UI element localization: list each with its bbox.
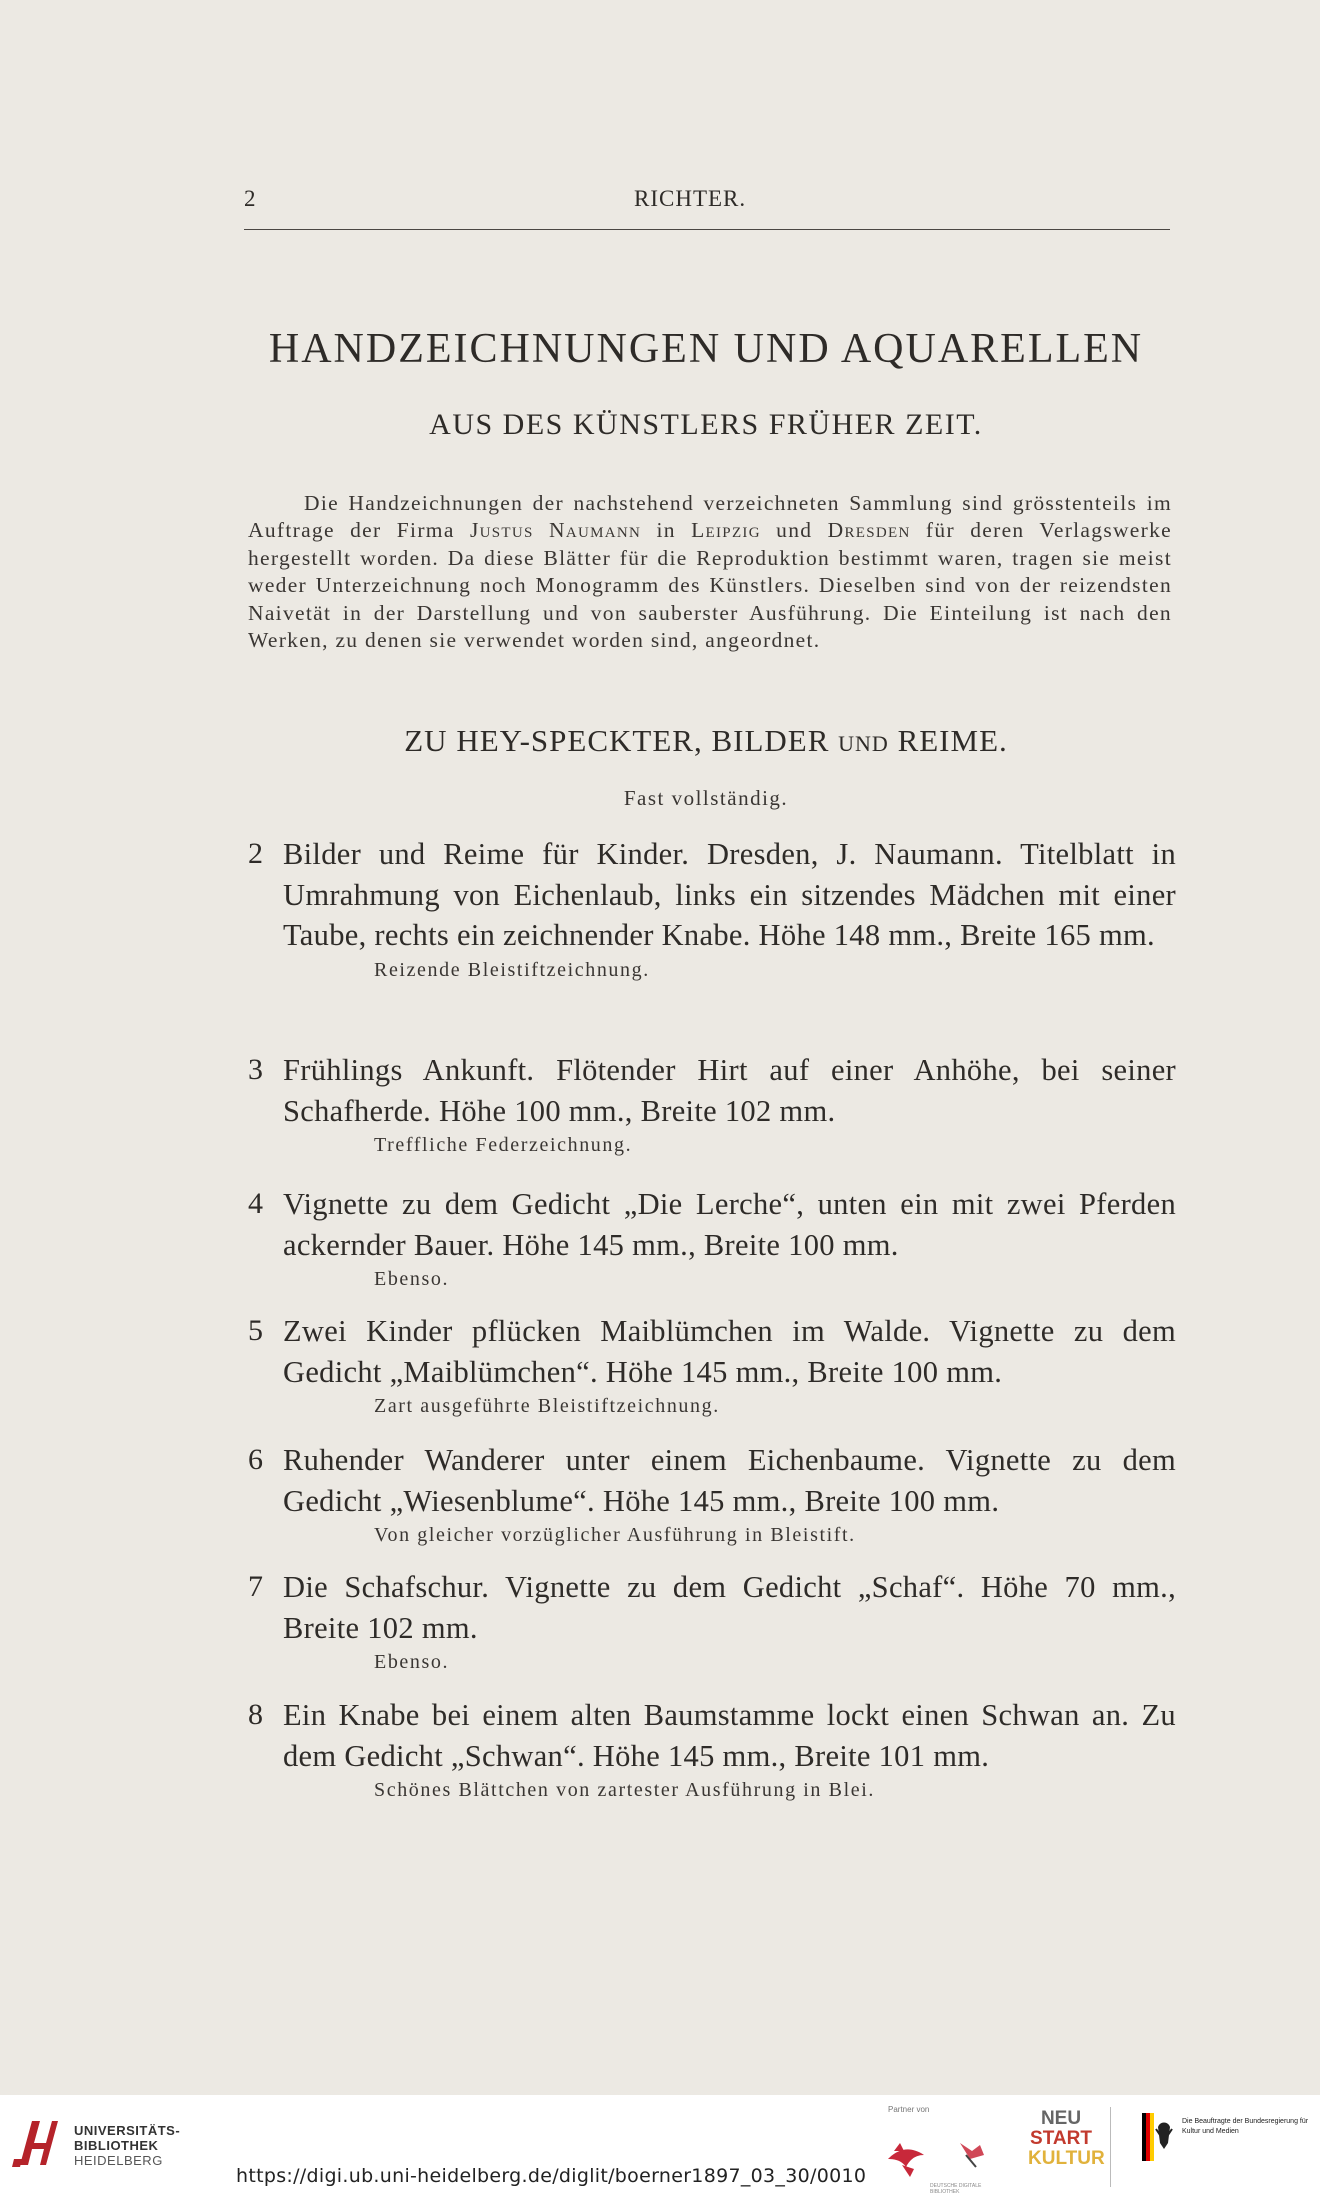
intro-city-dresden: Dresden <box>827 518 911 543</box>
section-title <box>200 723 1212 759</box>
neustart-line3: KULTUR <box>1028 2148 1105 2169</box>
library-name[interactable] <box>74 2123 180 2168</box>
library-name-line1: UNIVERSITÄTS- <box>74 2123 181 2138</box>
intro-part1: Die Handzeichnungen der nachstehend verzeichneten Sammlung sind grösstenteils im Auftrage der Firma <box>248 491 1172 543</box>
federal-commissioner-text: Die Beauftragte der Bundesregierung für Kultur und Medien <box>1182 2118 1309 2135</box>
intro-part4: für deren Verlagswerke hergestellt worden. Da diese Blätter für die Reproduktion bestimmt waren, tragen sie meist weder Unterzeichnung noch Monogramm des Künstlers. Dieselben sind von der reizendsten Naivetät in der Darstellung und von sauberster Ausführung. Die Einteilung ist nach den Werken, zu denen sie verwendet worden sind, angeordnet. <box>248 518 1173 653</box>
partner-sub: DEUTSCHE DIGITALE BIBLIOTHEK <box>930 2183 982 2195</box>
sub-title: AUS DES KÜNSTLERS FRÜHER ZEIT. <box>429 408 983 441</box>
entry-text: Frühlings Ankunft. Flötender Hirt auf einer Anhöhe, bei seiner Schafherde. Höhe 100 mm., Breite 102 mm. <box>283 1053 1176 1128</box>
entry-text: Ruhender Wanderer unter einem Eichenbaume. Vignette zu dem Gedicht „Wiesenblume“. Höhe 145 mm., Breite 100 mm. <box>283 1443 1176 1518</box>
partner-label: Partner von <box>888 2105 930 2114</box>
catalog-entry <box>248 1440 1176 1549</box>
entry-text: Ein Knabe bei einem alten Baumstamme lockt einen Schwan an. Zu dem Gedicht „Schwan“. Höhe 145 mm., Breite 101 mm. <box>283 1698 1176 1773</box>
main-title: HANDZEICHNUNGEN UND AQUARELLEN <box>268 326 1144 372</box>
entry-note: Zart ausgeführte Bleistiftzeichnung. <box>374 1395 720 1417</box>
entry-number: 6 <box>248 1443 263 1476</box>
entry-note: Schönes Blättchen von zartester Ausführung in Blei. <box>374 1779 875 1801</box>
ub-heidelberg-logo-icon[interactable] <box>12 2113 62 2173</box>
section-note: Fast vollständig. <box>623 786 789 810</box>
neustart-line2: START <box>1030 2128 1092 2149</box>
library-name-line2: BIBLIOTHEK <box>74 2138 159 2153</box>
entry-number: 8 <box>248 1698 263 1731</box>
entry-note: Von gleicher vorzüglicher Ausführung in Bleistift. <box>374 1524 856 1546</box>
entry-number: 3 <box>248 1053 263 1086</box>
viewer-footer <box>0 2095 1320 2197</box>
intro-paragraph <box>248 490 1172 654</box>
intro-part3: und <box>760 518 828 543</box>
entry-note: Ebenso. <box>374 1651 450 1673</box>
entry-text: Bilder und Reime für Kinder. Dresden, J. Naumann. Titelblatt in Umrahmung von Eichenlaub, links ein sitzendes Mädchen mit einer Taube, rechts ein zeichnender Knabe. Höhe 148 mm., Breite 165 mm. <box>283 837 1176 952</box>
catalog-entry <box>248 1695 1176 1804</box>
footer-divider <box>1110 2107 1111 2187</box>
catalog-entry <box>248 834 1176 984</box>
header-rule <box>244 229 1170 230</box>
entry-text: Zwei Kinder pflücken Maiblümchen im Walde. Vignette zu dem Gedicht „Maiblümchen“. Höhe 145 mm., Breite 100 mm. <box>283 1314 1176 1389</box>
entry-text: Die Schafschur. Vignette zu dem Gedicht „Schaf“. Höhe 70 mm., Breite 102 mm. <box>283 1570 1176 1645</box>
section-title-part1: ZU HEY-SPECKTER, BILDER <box>404 723 839 758</box>
entry-text: Vignette zu dem Gedicht „Die Lerche“, unten ein mit zwei Pferden ackernder Bauer. Höhe 145 mm., Breite 100 mm. <box>283 1187 1176 1262</box>
running-head <box>244 186 1172 216</box>
entry-note: Reizende Bleistiftzeichnung. <box>374 958 650 981</box>
entry-number: 7 <box>248 1570 263 1603</box>
catalog-entry <box>248 1567 1176 1676</box>
permalink-url[interactable]: https://digi.ub.uni-heidelberg.de/diglit/boerner1897_03_30/0010 <box>236 2165 867 2187</box>
catalog-entry <box>248 1050 1176 1159</box>
library-name-line3: HEIDELBERG <box>74 2153 163 2168</box>
section-title-part2: REIME. <box>888 723 1008 758</box>
running-title: RICHTER. <box>634 186 747 211</box>
federal-eagle-icon[interactable] <box>1142 2113 1174 2161</box>
intro-city-leipzig: Leipzig <box>691 518 761 543</box>
partner-logos-icon[interactable] <box>880 2125 1000 2183</box>
entry-note: Ebenso. <box>374 1268 450 1290</box>
entry-number: 5 <box>248 1314 263 1347</box>
catalog-entry <box>248 1311 1176 1420</box>
entry-number: 2 <box>248 837 263 870</box>
entry-note: Treffliche Federzeichnung. <box>374 1134 633 1156</box>
catalog-entry <box>248 1184 1176 1293</box>
neustart-line1: NEU <box>1040 2108 1082 2129</box>
entry-number: 4 <box>248 1187 263 1220</box>
intro-part2: in <box>641 518 692 543</box>
neustart-kultur-logo[interactable] <box>1028 2108 1105 2169</box>
page-number: 2 <box>244 186 257 211</box>
intro-firm: Justus Naumann <box>469 518 642 543</box>
section-title-and: und <box>838 723 889 758</box>
